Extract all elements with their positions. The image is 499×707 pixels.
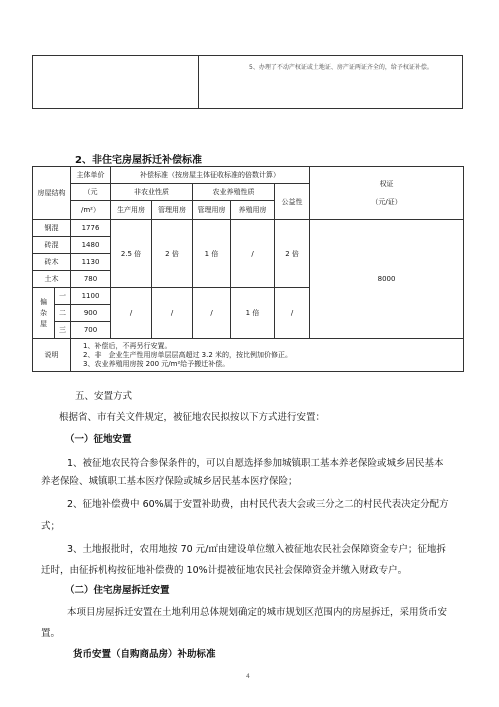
- compensation-table: [32, 166, 464, 372]
- row-structure: 土木: [33, 271, 71, 288]
- row-structure: 砖混: [33, 237, 71, 254]
- misc-grade: 二: [55, 305, 71, 322]
- misc-price: 700: [71, 322, 111, 339]
- header-public: 公益性: [275, 184, 310, 220]
- cell-misc-prod: /: [111, 288, 152, 339]
- row-structure: 砖木: [33, 254, 71, 271]
- paragraph: 2、征地补偿费中 60%属于安置补助费，由村民代表大会或三分之二的村民代表决定分配方: [67, 499, 449, 510]
- misc-grade: 三: [55, 322, 71, 339]
- header-cert-line2: （元/证）: [371, 198, 402, 206]
- header-agri: 农业养殖性质: [193, 184, 275, 201]
- header-unit-price-2: （元: [71, 184, 111, 201]
- paragraph: 迁时，由征拆机构按征地补偿费的 10%计提被征地农民社会保障资金并缴入财政专户。: [41, 565, 408, 576]
- misc-price: 1100: [71, 288, 111, 305]
- page-number: 4: [246, 673, 250, 680]
- paragraph: 置。: [41, 628, 61, 639]
- section-five-title: 五、安置方式: [75, 391, 133, 402]
- row-structure: 钢混: [33, 220, 71, 237]
- cell-misc-breed: 1 倍: [231, 288, 275, 339]
- note-line: 3、农业养殖用房按 200 元/m²给予搬迁补偿。: [83, 359, 230, 368]
- header-structure: 房屋结构: [33, 167, 71, 220]
- header-prod: 生产用房: [111, 201, 152, 220]
- paragraph: 本项目房屋拆迁安置在土地利用总体规划确定的城市规划区范围内的房屋拆迁，采用货币安: [67, 607, 448, 618]
- cell-mult-public: 2 倍: [275, 220, 310, 288]
- cell-misc-mgmt2: /: [193, 288, 231, 339]
- cell-mult-mgmt: 2 倍: [152, 220, 193, 288]
- subheading: （二）住宅房屋拆迁安置: [65, 585, 170, 596]
- cell-misc-public: /: [275, 288, 310, 339]
- section-heading: 2、非住宅房屋拆迁补偿标准: [75, 155, 202, 166]
- cell-misc-mgmt: /: [152, 288, 193, 339]
- row-price: 1776: [71, 220, 111, 237]
- header-nonagri: 非农业性质: [111, 184, 193, 201]
- cell-mult-breed: /: [231, 220, 275, 288]
- misc-price: 900: [71, 305, 111, 322]
- header-cert-line1: 权证: [379, 180, 394, 188]
- table-divider: [198, 56, 199, 108]
- subheading: （一）征地安置: [65, 434, 132, 445]
- paragraph: 养老保险、城镇职工基本医疗保险或城乡居民基本医疗保险；: [41, 476, 298, 487]
- note-cell: [71, 339, 464, 372]
- row-price: 1130: [71, 254, 111, 271]
- header-mgmt: 管理用房: [152, 201, 193, 220]
- paragraph: 式；: [41, 521, 61, 532]
- header-breed: 养殖用房: [231, 201, 275, 220]
- row-price: 1480: [71, 237, 111, 254]
- table-cell-text: 5、办理了不动产权证或土地证、房产证两证齐全的，给予权证补偿。: [249, 64, 433, 71]
- cell-cert-value: 8000: [310, 220, 464, 339]
- misc-house-text: 偏杂屋: [40, 297, 47, 328]
- row-price: 780: [71, 271, 111, 288]
- header-mgmt2: 管理用房: [193, 201, 231, 220]
- misc-grade: 一: [55, 288, 71, 305]
- cell-mult-mgmt2: 1 倍: [193, 220, 231, 288]
- header-certificate: [310, 167, 464, 220]
- note-line: 1、补偿后，不再另行安置。: [83, 341, 172, 350]
- paragraph: 1、被征地农民符合参保条件的，可以自愿选择参加城镇职工基本养老保险或城乡居民基本: [67, 458, 444, 469]
- note-line: 2、非 企业生产性用房单层层高超过 3.2 米的，按比例加价修正。: [83, 350, 293, 359]
- note-label: 说明: [33, 339, 71, 372]
- top-table-fragment: [32, 55, 463, 109]
- cell-mult-prod: 2.5 倍: [111, 220, 152, 288]
- subheading: 货币安置（自购商品房）补助标准: [73, 649, 216, 660]
- misc-house-label: [33, 288, 55, 339]
- header-multiple: 补偿标准（按房屋主体征收标准的倍数计算）: [111, 167, 310, 184]
- paragraph: 根据省、市有关文件规定，被征地农民拟按以下方式进行安置：: [59, 412, 326, 423]
- paragraph: 3、土地报批时，农用地按 70 元/㎡由建设单位缴入被征地农民社会保障资金专户；征地拆: [67, 544, 446, 555]
- header-unit-price-3: /m²）: [71, 201, 111, 220]
- header-unit-price: 主体单价: [71, 167, 111, 184]
